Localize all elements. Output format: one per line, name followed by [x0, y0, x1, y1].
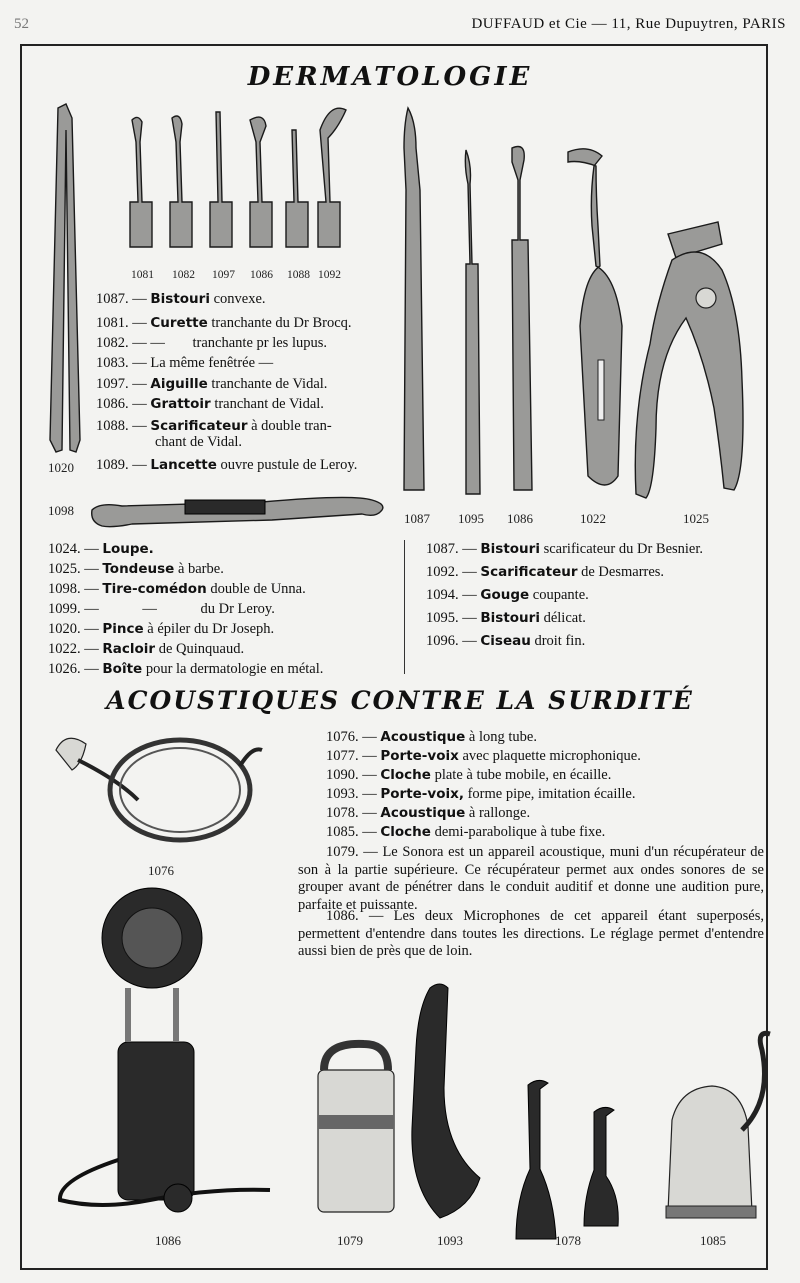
list-item: 1025. — Tondeuse à barbe.	[48, 561, 224, 577]
list-item: 1089. — Lancette ouvre pustule de Leroy.	[96, 457, 358, 473]
figure-label: 1086	[155, 1233, 181, 1248]
figure-label: 1093	[437, 1233, 463, 1248]
figure-label: 1087	[404, 511, 430, 526]
list-item: 1098. — Tire-comédon double de Unna.	[48, 581, 306, 597]
list-item: 1020. — Pince à épiler du Dr Joseph.	[48, 621, 275, 637]
list-item: 1078. — Acoustique à rallonge.	[326, 805, 531, 821]
list-item: 1081. — Curette tranchante du Dr Brocq.	[96, 315, 352, 331]
figure-label-1098: 1098	[48, 503, 74, 518]
figure-label: 1095	[458, 511, 484, 526]
list-item: 1083. — La même fenêtrée —	[96, 355, 274, 371]
dermatology-title: DERMATOLOGIE	[247, 62, 533, 92]
acoustic-illustrations	[0, 720, 800, 1280]
figure-label: 1078	[555, 1233, 581, 1248]
column-divider	[404, 540, 405, 674]
list-item: 1086. — Grattoir tranchant de Vidal.	[96, 396, 324, 412]
figure-label-1020: 1020	[48, 460, 74, 475]
page-header	[14, 14, 786, 38]
figure-label: 1085	[700, 1233, 726, 1248]
page-number: 52	[14, 16, 29, 32]
list-item: 1026. — Boîte pour la dermatologie en métal.	[48, 661, 324, 677]
list-item: 1095. — Bistouri délicat.	[426, 610, 586, 626]
figure-label: 1088	[287, 269, 310, 281]
list-item: 1099. — — du Dr Leroy.	[48, 601, 275, 617]
figure-label: 1025	[683, 511, 709, 526]
list-item: 1096. — Ciseau droit fin.	[426, 633, 586, 649]
list-item: 1090. — Cloche plate à tube mobile, en écaille.	[326, 767, 612, 783]
acoustics-title: ACOUSTIQUES CONTRE LA SURDITÉ	[106, 686, 694, 715]
figure-label-1076: 1076	[148, 863, 174, 878]
list-item: 1094. — Gouge coupante.	[426, 587, 589, 603]
list-item: 1077. — Porte-voix avec plaquette microphonique.	[326, 748, 641, 764]
list-item: 1087. — Bistouri scarificateur du Dr Besnier.	[426, 541, 704, 557]
figure-label: 1092	[318, 269, 341, 281]
publisher-line: DUFFAUD et Cie — 11, Rue Dupuytren, PARIS	[471, 16, 786, 32]
figure-label: 1086	[250, 269, 273, 281]
list-item: 1022. — Racloir de Quinquaud.	[48, 641, 245, 657]
figure-label: 1097	[212, 269, 235, 281]
list-item: 1097. — Aiguille tranchante de Vidal.	[96, 376, 328, 392]
figure-label: 1081	[131, 269, 154, 281]
figure-label: 1079	[337, 1233, 363, 1248]
figure-label: 1022	[580, 511, 606, 526]
paragraph-1079: 1079. — Le Sonora est un appareil acoustique, muni d'un récupérateur de son à la partie supérieure. Ce récupérateur permet aux ondes sonores de se grouper avant de pénétrer dans le conduit auditif et donne une audition pure, parfaite et puissante.	[298, 844, 764, 914]
figure-label: 1086	[507, 511, 533, 526]
list-item: 1092. — Scarificateur de Desmarres.	[426, 564, 665, 580]
figure-label: 1082	[172, 269, 195, 281]
list-item: 1076. — Acoustique à long tube.	[326, 729, 537, 745]
list-item: 1085. — Cloche demi-parabolique à tube fixe.	[326, 824, 606, 840]
list-item: chant de Vidal.	[155, 434, 243, 450]
paragraph-1086: 1086. — Les deux Microphones de cet appareil étant superposés, permettent d'entendre dans toutes les directions. Le réglage permet d'entendre aussi bien de près que de loin.	[298, 908, 764, 960]
small-instruments	[130, 108, 346, 247]
list-item: 1024. — Loupe.	[48, 541, 154, 557]
list-item: 1082. — — tranchante pr les lupus.	[96, 335, 327, 351]
list-item: 1093. — Porte-voix, forme pipe, imitation écaille.	[326, 786, 636, 802]
list-item: 1087. — Bistouri convexe.	[96, 291, 266, 307]
list-item: 1088. — Scarificateur à double tran-	[96, 418, 332, 434]
